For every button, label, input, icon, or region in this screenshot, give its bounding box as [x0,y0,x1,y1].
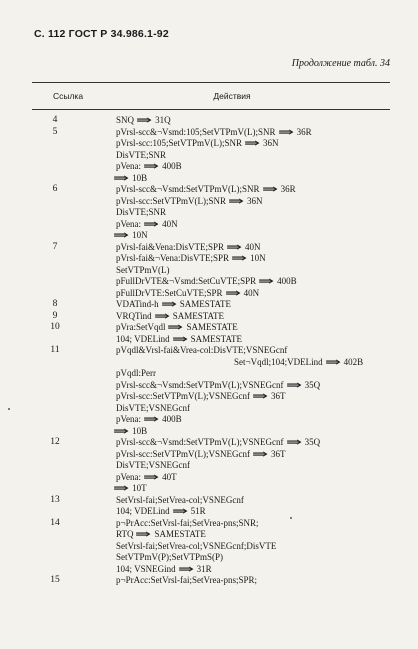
action-line [116,368,390,380]
transition-arrow-icon: ⇒ [153,308,170,323]
action-text: DisVTE;SNR [116,207,167,217]
action-line [116,391,390,403]
transition-arrow-icon: ⇒ [160,297,177,312]
target-state: 51R [190,506,206,516]
table-row [32,239,390,300]
column-header-reference: Ссылка [52,91,84,101]
row-actions [78,322,390,345]
row-reference: 15 [50,575,60,585]
row-reference: 13 [50,494,60,505]
target-state: 36R [296,126,312,137]
transition-arrow-icon: ⇒ [227,193,245,208]
action-text: pVra:SetVqdl [116,322,166,332]
row-actions [78,299,390,311]
action-text: pVrsl-scc:SetVTPmV(L);VSNEGcnf [116,391,250,401]
table-body [32,110,390,587]
action-text: RTQ [116,529,134,539]
action-text: pFullDrVTE&¬Vsmd:SetCuVTE;SPR [116,276,257,286]
target-state: 400B [162,161,182,171]
transition-arrow-icon: ⇒ [324,354,341,369]
action-text: SetVTPmV(L) [116,264,170,275]
transition-arrow-icon: ⇒ [251,446,269,461]
action-line [116,115,390,127]
row-actions [78,184,390,242]
action-text: 104; VDELind [116,506,170,516]
action-line [116,529,390,541]
table-row [32,437,390,495]
row-reference: 11 [50,345,60,355]
target-state: 31Q [155,115,171,125]
target-state: 10N [132,230,148,240]
target-state: SAMESTATE [186,322,238,332]
transition-arrow-icon: ⇒ [231,251,248,266]
action-line [116,253,390,265]
transition-arrow-icon: ⇒ [261,182,278,197]
action-text: DisVTE;VSNEGcnf [116,460,190,470]
table-row [32,322,390,345]
target-state: 35Q [304,379,321,390]
target-state: 10T [132,483,147,493]
action-line [116,216,390,231]
action-line [116,322,390,334]
transition-arrow-icon: ⇒ [135,527,152,542]
transition-arrow-icon: ⇒ [112,170,130,185]
transition-arrow-icon: ⇒ [142,469,160,484]
target-state: 40N [243,287,260,298]
action-text: SNQ [116,115,135,125]
row-reference: 5 [52,126,58,137]
row-actions [78,518,390,576]
transition-arrow-icon: ⇒ [171,504,188,519]
action-text: VDATind-h [116,299,159,309]
actions-table [32,82,390,587]
table-row [32,308,390,323]
action-text: pVrsl-fai&¬Vena:DisVTE;SPR [116,253,230,263]
action-text: pVena: [116,414,141,424]
action-line [116,138,390,150]
action-line [112,228,390,243]
action-text: SetVrsl-fai;SetVrea-col;VSNEGcnf [116,494,244,505]
row-actions [78,124,390,185]
action-text: SetVrsl-fai;SetVrea-col;VSNEGcnf;DisVTE [116,540,277,551]
transition-arrow-icon: ⇒ [142,412,160,427]
row-reference: 10 [50,322,60,332]
row-actions [78,115,390,127]
target-state: 40N [245,241,261,252]
action-line [116,518,390,530]
action-text: pVrsl-scc&¬Vsmd:SetVTPmV(L);VSNEGcnf [116,379,284,390]
target-state: 36R [280,184,296,194]
target-state: 10N [250,253,266,263]
transition-arrow-icon: ⇒ [135,113,153,128]
action-line [116,193,390,208]
target-state: 400B [162,414,182,424]
target-state: SAMESTATE [154,529,206,539]
target-state: 36N [263,138,279,148]
transition-arrow-icon: ⇒ [112,228,130,243]
action-line [116,541,390,553]
column-header-actions: Действия [213,91,251,101]
target-state: 36N [247,195,263,206]
table-row [32,115,390,127]
action-line [116,308,390,323]
action-text: pVrsl-scc&¬Vsmd:SetVTPmV(L);VSNEGcnf [116,437,284,447]
target-state: SAMESTATE [190,333,242,344]
action-line [112,170,390,185]
action-line [116,552,390,564]
row-actions [78,308,390,323]
transition-arrow-icon: ⇒ [142,159,160,174]
action-line [112,481,390,496]
table-row [32,299,390,311]
action-text: pVrsl-scc:SetVTPmV(L);VSNEGcnf [116,448,250,459]
transition-arrow-icon: ⇒ [285,435,302,450]
table-row [32,575,390,587]
transition-arrow-icon: ⇒ [258,274,275,289]
action-line [116,354,390,369]
action-text: pVrsl-scc&¬Vsmd:SetVTPmV(L);SNR [116,184,260,194]
target-state: 400B [277,276,297,286]
action-text: pVena: [116,218,141,229]
transition-arrow-icon: ⇒ [251,389,269,404]
action-text: pVqdl:Perr [116,368,156,378]
table-continuation-label: Продолжение табл. 34 [291,58,390,69]
target-state: SAMESTATE [172,310,225,321]
row-actions [78,575,390,587]
transition-arrow-icon: ⇒ [224,285,241,300]
action-line [116,161,390,173]
action-line [116,345,390,357]
table-header [32,83,390,110]
transition-arrow-icon: ⇒ [112,481,130,496]
action-text: DisVTE;VSNEGcnf [116,402,190,413]
transition-arrow-icon: ⇒ [167,320,184,335]
action-text: pVena: [116,471,141,482]
action-line [116,265,390,277]
action-line [116,446,390,461]
table-row [32,124,390,185]
action-text: VRQTind [116,310,152,321]
action-line [116,469,390,484]
action-line [112,423,390,438]
target-state: 31R [196,563,212,574]
action-line [116,285,390,300]
target-state: 402B [343,356,364,367]
action-text: pVrsl-scc&¬Vsmd:105;SetVTPmV(L);SNR [116,126,276,137]
transition-arrow-icon: ⇒ [243,136,261,151]
target-state: 10B [132,172,148,183]
action-text: p¬PrAcc:SetVrsl-fai;SetVrea-pns;SPR; [116,575,257,585]
action-text: SetVTPmV(P);SetVTPmS(P) [116,552,224,562]
action-line [116,506,390,518]
transition-arrow-icon: ⇒ [177,561,194,576]
scan-speck [290,517,292,519]
action-text: 104; VSNEGind [116,563,176,574]
row-actions [78,345,390,437]
action-line [116,561,390,576]
action-line [116,239,390,254]
target-state: 40T [162,471,177,482]
action-text: pVena: [116,161,141,171]
target-state: 35Q [304,437,321,447]
action-text: pVrsl-scc:SetVTPmV(L);SNR [116,195,226,206]
action-text: pFullDrVTE:SetCuVTE;SPR [116,287,223,298]
action-text: p¬PrAcc:SetVrsl-fai;SetVrea-pns;SNR; [116,517,259,528]
row-reference: 7 [52,241,58,252]
row-reference: 8 [52,299,58,309]
target-state: 36T [271,448,286,459]
table-row [32,495,390,518]
action-line [116,495,390,507]
action-text: 104; VDELind [116,333,170,344]
target-state: 36T [271,391,286,401]
action-line [116,414,390,426]
row-actions [78,437,390,495]
target-state: 10B [132,425,148,436]
row-reference: 9 [52,310,58,321]
action-text: pVrsl-fai&Vena:DisVTE;SPR [116,241,224,252]
row-reference: 4 [52,115,58,125]
row-actions [78,239,390,300]
table-row [32,184,390,242]
row-reference: 14 [50,517,60,528]
scan-speck [8,408,10,410]
transition-arrow-icon: ⇒ [277,124,294,139]
action-text: pVqdl&Vrsl-fai&Vrea-col:DisVTE;VSNEGcnf [116,345,288,355]
row-reference: 12 [50,437,60,447]
page-header: С. 112 ГОСТ Р 34.986.1-92 [34,28,169,40]
transition-arrow-icon: ⇒ [171,331,188,346]
row-actions [78,495,390,518]
action-line [116,331,390,346]
table-row [32,518,390,576]
table-row [32,345,390,437]
action-text: DisVTE;SNR [116,149,167,160]
transition-arrow-icon: ⇒ [112,423,130,438]
action-line [116,276,390,288]
action-text: pVrsl-scc:105;SetVTPmV(L);SNR [116,138,242,148]
transition-arrow-icon: ⇒ [285,377,302,392]
target-state: 40N [162,218,178,229]
transition-arrow-icon: ⇒ [225,239,243,254]
target-state: SAMESTATE [179,299,232,309]
transition-arrow-icon: ⇒ [142,216,160,231]
action-text: Set¬Vqdl;104;VDELind [234,356,323,367]
row-reference: 6 [52,184,58,194]
action-line [116,575,390,587]
action-line [116,184,390,196]
